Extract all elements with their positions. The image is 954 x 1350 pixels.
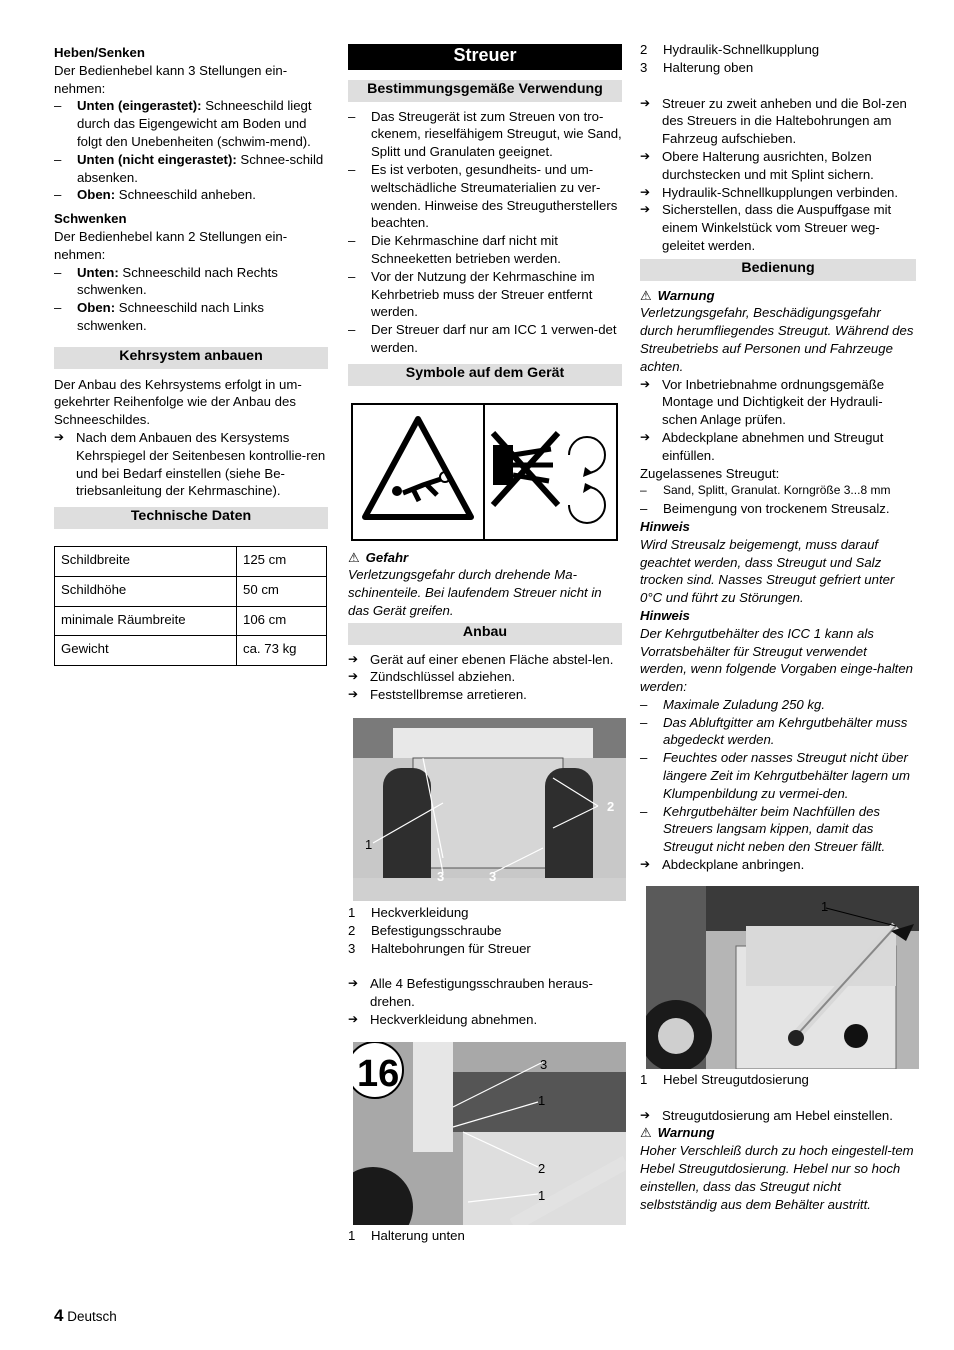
legend-text: Befestigungsschraube bbox=[371, 922, 502, 938]
list-item: – Sand, Splitt, Granulat. Korngröße 3...8 mm bbox=[640, 483, 891, 498]
step-item bbox=[640, 376, 916, 429]
column-2 bbox=[348, 44, 622, 1245]
dash-marker: – bbox=[640, 750, 648, 766]
tech-data-table bbox=[54, 546, 327, 666]
step-item: ➔ Abdeckplane anbringen. bbox=[640, 857, 805, 873]
list-item-text: Es ist verboten, gesundheits- und um-weltschädliche Streumaterialien zu ver-wenden. Hinweise des Streugutherstellers beachten. bbox=[371, 161, 618, 231]
column-3 bbox=[640, 41, 916, 1213]
danger-text: Verletzungsgefahr durch drehende Ma-schinenteile. Bei laufendem Streuer nicht in das Gerät greifen. bbox=[348, 567, 602, 618]
table-row bbox=[55, 606, 327, 636]
step-item bbox=[640, 429, 916, 465]
step-item bbox=[640, 95, 916, 148]
arrow-icon: ➔ bbox=[640, 148, 651, 163]
danger-heading: ⚠ Gefahr bbox=[348, 549, 409, 565]
section-bar-technische-daten: Technische Daten bbox=[54, 507, 328, 529]
language-label: Deutsch bbox=[67, 1309, 117, 1324]
legend-text: Halterung unten bbox=[371, 1227, 465, 1243]
list-item bbox=[54, 299, 328, 335]
photo-hebel-streugutdosierung bbox=[646, 886, 919, 1069]
table-row bbox=[55, 576, 327, 606]
list-item-text: Das Abluftgitter am Kehrgutbehälter muss abgedeckt werden. bbox=[663, 714, 908, 748]
list-item-text: Die Kehrmaschine darf nicht mit Schneeketten betrieben werden. bbox=[371, 233, 561, 266]
dash-marker: – bbox=[348, 268, 356, 284]
legend-number: 3 bbox=[348, 940, 356, 956]
arrow-icon: ➔ bbox=[348, 1011, 359, 1026]
list-item-desc: Schnee-schild absenken. bbox=[77, 151, 324, 185]
list-item-text: Kehrgutbehälter beim Nachfüllen des Streuers langsam kippen, damit das Streugut nicht neben den Streuer fällt. bbox=[663, 803, 886, 855]
list-item-term: Oben: bbox=[77, 187, 116, 203]
table-cell-value: 50 cm bbox=[237, 576, 327, 606]
step-text: Heckverkleidung abnehmen. bbox=[370, 1011, 538, 1027]
section-heading: Schwenken bbox=[54, 211, 127, 227]
list-item-term: Unten: bbox=[77, 264, 119, 280]
legend-text: Heckverkleidung bbox=[371, 904, 469, 920]
paragraph: Zugelassenes Streugut: bbox=[640, 465, 780, 481]
chapter-title: Streuer bbox=[348, 44, 622, 70]
step-item: ➔ Nach dem Anbauen des Kersystems Kehrspiegel der Seitenbesen kontrollie-ren und bei Bedarf einstellen (siehe Be-triebsanleitung der Kehrmaschine). bbox=[54, 429, 326, 499]
list-item bbox=[348, 268, 622, 321]
list-item-text: Maximale Zuladung 250 kg. bbox=[663, 696, 826, 712]
legend-number: 2 bbox=[640, 42, 648, 57]
list-item bbox=[348, 232, 622, 268]
list-item-text: Der Streuer darf nur am ICC 1 verwen-det werden. bbox=[371, 322, 617, 355]
legend-number: 3 bbox=[640, 59, 648, 75]
dash-marker: – bbox=[640, 696, 648, 712]
step-item: ➔ Streugutdosierung am Hebel einstellen. bbox=[640, 1107, 893, 1123]
callout-label: 2 bbox=[538, 1160, 546, 1176]
callout-label: 2 bbox=[607, 798, 615, 814]
warning-text: Verletzungsgefahr, Beschädigungsgefahr durch herumfliegendes Streugut. Während des Streubetriebs auf Personen und Fahrzeuge achten. bbox=[640, 305, 914, 374]
arrow-icon: ➔ bbox=[348, 651, 359, 666]
list-item bbox=[348, 321, 622, 357]
callout-label: 1 bbox=[821, 898, 829, 914]
step-item bbox=[640, 184, 916, 202]
warning-triangle-icon: ⚠ bbox=[348, 549, 360, 565]
section-bar-bedienung: Bedienung bbox=[640, 259, 916, 281]
list-item bbox=[348, 161, 622, 232]
arrow-icon: ➔ bbox=[54, 429, 65, 444]
dash-marker: – bbox=[640, 803, 648, 819]
list-item bbox=[54, 264, 328, 300]
table-cell-value: ca. 73 kg bbox=[237, 636, 327, 666]
step-item bbox=[348, 668, 622, 686]
section-heading: Heben/Senken bbox=[54, 45, 145, 60]
warning-heading: ⚠ Warnung bbox=[640, 287, 715, 303]
dash-marker: – bbox=[348, 233, 356, 249]
legend-item bbox=[640, 59, 916, 77]
dash-marker: – bbox=[54, 151, 62, 167]
legend-item bbox=[640, 41, 916, 59]
step-text: Abdeckplane abnehmen und Streugut einfüllen. bbox=[662, 429, 884, 463]
list-item-text: Das Streugerät ist zum Streuen von tro-ckenem, rieselfähigem Streugut, wie Sand, Splitt und Granulaten geeignet. bbox=[371, 108, 622, 160]
step-text: Gerät auf einer ebenen Fläche abstel-len. bbox=[370, 651, 614, 667]
list-item bbox=[640, 696, 916, 714]
legend-item bbox=[640, 1071, 916, 1089]
step-text: Zündschlüssel abziehen. bbox=[370, 669, 516, 685]
dash-marker: – bbox=[348, 322, 356, 338]
warning-symbols-figure bbox=[351, 403, 618, 541]
list-item-desc: Schneeschild nach Rechts schwenken. bbox=[77, 264, 278, 298]
section-bar-symbole: Symbole auf dem Gerät bbox=[348, 364, 622, 386]
arrow-icon: ➔ bbox=[348, 687, 359, 702]
arrow-icon: ➔ bbox=[640, 429, 651, 444]
table-cell-label: Schildhöhe bbox=[55, 576, 237, 606]
legend-number: 2 bbox=[348, 922, 356, 938]
list-item-text bbox=[77, 151, 328, 187]
list-item-desc: Schneeschild liegt durch das Eigengewicht am Boden und folgt den Unebenheiten (schwim-mend). bbox=[77, 98, 312, 149]
section-bar-anbau: Anbau bbox=[348, 623, 622, 645]
list-item-text: Vor der Nutzung der Kehrmaschine im Kehrbetrieb muss der Streuer entfernt werden. bbox=[371, 268, 595, 320]
step-item bbox=[348, 975, 622, 1011]
step-item bbox=[640, 148, 916, 184]
arrow-icon: ➔ bbox=[348, 976, 359, 991]
table-cell-label: Schildbreite bbox=[55, 546, 237, 576]
step-item bbox=[348, 1011, 622, 1029]
arrow-icon: ➔ bbox=[640, 202, 651, 217]
step-text: Obere Halterung ausrichten, Bolzen durchstecken und mit Splint sichern. bbox=[662, 148, 874, 182]
arrow-icon: ➔ bbox=[640, 1107, 651, 1122]
step-text: Sicherstellen, dass die Auspuffgase mit einem Winkelstück vom Streuer weg-geleitet werden. bbox=[662, 202, 892, 253]
table-row bbox=[55, 546, 327, 576]
arrow-icon: ➔ bbox=[348, 669, 359, 684]
paragraph: Der Anbau des Kehrsystems erfolgt in um-gekehrter Reihenfolge wie der Anbau des Schneeschildes. bbox=[54, 376, 302, 428]
legend-text: Hebel Streugutdosierung bbox=[663, 1071, 809, 1087]
photo-heckverkleidung bbox=[353, 718, 626, 901]
step-text: Alle 4 Befestigungsschrauben heraus-drehen. bbox=[370, 976, 593, 1010]
table-row bbox=[55, 636, 327, 666]
table-cell-value: 125 cm bbox=[237, 546, 327, 576]
section-bar-bestimmung: Bestimmungsgemäße Verwendung bbox=[348, 80, 622, 102]
dash-marker: – bbox=[348, 161, 356, 177]
table-cell-label: minimale Räumbreite bbox=[55, 606, 237, 636]
legend-number: 1 bbox=[348, 1227, 356, 1243]
dash-marker: – bbox=[54, 98, 62, 114]
arrow-icon: ➔ bbox=[640, 184, 651, 199]
list-item bbox=[640, 803, 916, 856]
list-item bbox=[54, 186, 328, 204]
legend-item bbox=[348, 922, 622, 940]
column-1 bbox=[54, 44, 328, 666]
warning-heading: ⚠ Warnung bbox=[640, 1125, 715, 1141]
warning-triangle-icon: ⚠ bbox=[640, 1125, 652, 1141]
step-text: Vor Inbetriebnahme ordnungsgemäße Montage und Dichtigkeit der Hydrauli-schen Anlage prüfen. bbox=[662, 376, 885, 428]
arrow-icon: ➔ bbox=[640, 857, 651, 872]
dash-marker: – bbox=[54, 264, 62, 280]
page-footer bbox=[54, 1307, 117, 1326]
callout-label: 1 bbox=[365, 836, 373, 852]
dash-marker: – bbox=[54, 187, 62, 203]
list-item: – Beimengung von trockenem Streusalz. bbox=[640, 501, 890, 517]
legend-item bbox=[348, 1227, 622, 1245]
table-cell-value: 106 cm bbox=[237, 606, 327, 636]
paragraph: Der Bedienhebel kann 2 Stellungen ein-nehmen: bbox=[54, 228, 288, 262]
page-number: 4 bbox=[54, 1306, 64, 1325]
section-bar-kehrsystem: Kehrsystem anbauen bbox=[54, 347, 328, 369]
arrow-icon: ➔ bbox=[640, 376, 651, 391]
legend-number: 1 bbox=[640, 1071, 648, 1087]
legend-text: Halterung oben bbox=[663, 59, 754, 75]
legend-number: 1 bbox=[348, 904, 356, 920]
photo-halterung bbox=[353, 1042, 626, 1225]
list-item bbox=[54, 97, 328, 150]
hint-text: Wird Streusalz beigemengt, muss darauf geachtet werden, dass Streugut und Salz trocken sind. Nasses Streugut gefriert unter 0°C und führt zu Störungen. bbox=[640, 536, 895, 606]
callout-label: 1 bbox=[538, 1092, 546, 1108]
warning-triangle-icon: ⚠ bbox=[640, 287, 652, 303]
legend-item bbox=[348, 940, 622, 958]
step-text: Hydraulik-Schnellkupplungen verbinden. bbox=[662, 184, 899, 200]
step-text: Streuer zu zweit anheben und die Bol-zen des Streuers in die Haltebohrungen am Fahrzeug aufschieben. bbox=[662, 95, 907, 147]
list-item-text: Feuchtes oder nasses Streugut nicht über längere Zeit im Kehrgutbehälter lagern um Klumpenbildung zu vermei-den. bbox=[663, 750, 911, 801]
step-item bbox=[348, 651, 622, 669]
list-item-text bbox=[77, 299, 328, 335]
hint-text: Der Kehrgutbehälter des ICC 1 kann als Vorratsbehälter für Streugut verwendet werden, wenn folgende Vorgaben einge-halten werden: bbox=[640, 625, 913, 695]
dash-marker: – bbox=[348, 108, 356, 124]
callout-label: 1 bbox=[538, 1187, 546, 1203]
list-item-text bbox=[77, 186, 328, 204]
step-item bbox=[640, 201, 916, 254]
list-item-desc: Schneeschild nach Links schwenken. bbox=[77, 300, 264, 333]
list-item-term: Oben: bbox=[77, 300, 116, 316]
callout-label: 3 bbox=[489, 868, 497, 884]
callout-label: 3 bbox=[437, 868, 445, 884]
table-cell-label: Gewicht bbox=[55, 636, 237, 666]
list-item-desc: Schneeschild anheben. bbox=[115, 187, 256, 203]
list-item-text bbox=[77, 264, 328, 300]
hint-heading: Hinweis bbox=[640, 518, 690, 534]
callout-label: 3 bbox=[540, 1056, 548, 1072]
step-text: Feststellbremse arretieren. bbox=[370, 687, 527, 703]
dash-marker: – bbox=[54, 300, 62, 316]
svg-text:16: 16 bbox=[357, 1052, 400, 1095]
hint-heading: Hinweis bbox=[640, 607, 690, 623]
list-item bbox=[640, 714, 916, 750]
step-item bbox=[348, 686, 622, 704]
legend-text: Hydraulik-Schnellkupplung bbox=[663, 42, 820, 57]
list-item-text bbox=[77, 97, 328, 150]
list-item bbox=[348, 108, 622, 161]
list-item bbox=[54, 151, 328, 187]
warning-text: Hoher Verschleiß durch zu hoch eingestell-tem Hebel Streugutdosierung. Hebel nur so hoch einstellen, dass das Streugut nicht selbstständig aus dem Behälter austritt. bbox=[640, 1143, 914, 1212]
list-item-term: Unten (nicht eingerastet): bbox=[77, 151, 237, 167]
legend-item bbox=[348, 904, 622, 922]
legend-text: Haltebohrungen für Streuer bbox=[371, 940, 531, 956]
arrow-icon: ➔ bbox=[640, 95, 651, 110]
list-item bbox=[640, 749, 916, 802]
dash-marker: – bbox=[640, 714, 648, 730]
list-item-term: Unten (eingerastet): bbox=[77, 98, 202, 114]
paragraph: Der Bedienhebel kann 3 Stellungen ein- nehmen: bbox=[54, 62, 288, 96]
